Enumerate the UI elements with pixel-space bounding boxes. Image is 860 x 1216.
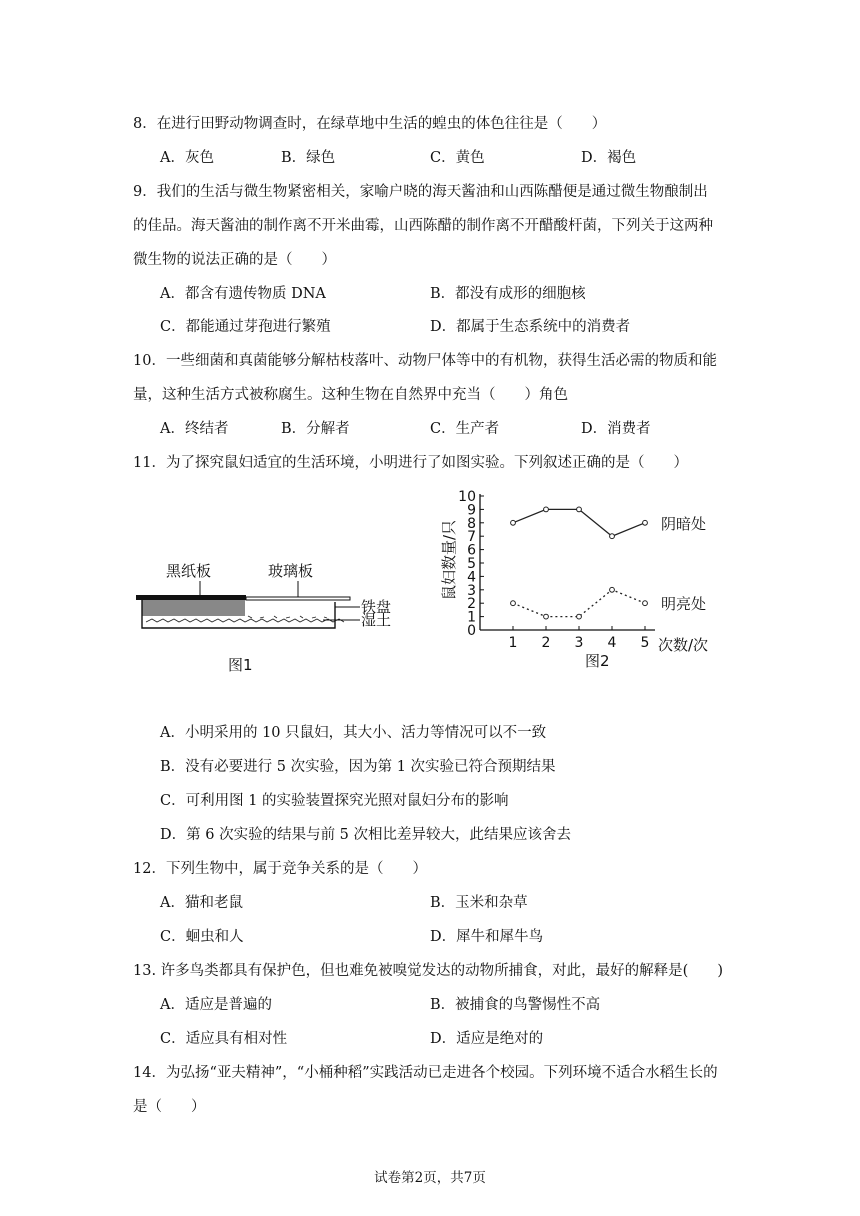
chart-data-point: [511, 520, 516, 525]
q8-option-d: D．褐色: [581, 150, 637, 166]
chart-y-tick-label: 0: [467, 623, 476, 639]
chart-data-point: [610, 587, 615, 592]
q10-stem-line-1: 10．一些细菌和真菌能够分解枯枝落叶、动物尸体等中的有机物，获得生活必需的物质和能: [133, 353, 717, 369]
q9-option-d: D．都属于生态系统中的消费者: [430, 319, 631, 335]
chart-x-tick-label: 3: [574, 635, 584, 651]
fig1-wet-soil: [146, 616, 344, 622]
chart-y-axis-label: 鼠妇数量/只: [440, 519, 458, 601]
chart-y-tick-label: 7: [467, 529, 476, 546]
q9-stem-line-1: 9．我们的生活与微生物紧密相关，家喻户晓的海天酱油和山西陈醋便是通过微生物酿制出: [133, 184, 708, 200]
fig1-label-glass-board: 玻璃板: [268, 562, 314, 580]
chart-y-tick-label: 4: [467, 569, 476, 586]
q12-option-d: D．犀牛和犀牛鸟: [430, 929, 544, 945]
q14-stem-line-1: 14．为弘扬“亚夫精神”，“小桶种稻”实践活动已走进各个校园。下列环境不适合水稻生长的: [133, 1065, 718, 1081]
chart-caption: 图2: [585, 652, 610, 670]
chart-y-tick-label: 10: [458, 489, 476, 505]
q9-option-a: A．都含有遗传物质 DNA: [160, 286, 326, 302]
q8-option-c: C．黄色: [430, 150, 485, 166]
fig1-caption: 图1: [228, 656, 253, 674]
q10-stem-line-2: 量，这种生活方式被称腐生。这种生物在自然界中充当（ ）角色: [133, 387, 568, 403]
q8-option-a: A．灰色: [160, 150, 214, 166]
q8-stem: 8．在进行田野动物调查时，在绿草地中生活的蝗虫的体色往往是（ ）: [133, 116, 607, 132]
chart-y-tick-label: 6: [467, 542, 476, 559]
page-footer: 试卷第2页，共7页: [374, 1170, 486, 1186]
q8-option-b: B．绿色: [281, 150, 336, 166]
q10-option-a: A．终结者: [160, 421, 229, 437]
q9-stem-line-2: 的佳品。海天酱油的制作离不开米曲霉，山西陈醋的制作离不开醋酸杆菌，下列关于这两种: [133, 218, 713, 234]
chart-series-label: 明亮处: [661, 595, 707, 614]
chart-series-line-2: [513, 590, 645, 617]
q13-option-a: A．适应是普遍的: [160, 997, 272, 1013]
q12-option-c: C．蛔虫和人: [160, 929, 244, 945]
chart-x-axis-label: 次数/次: [658, 636, 709, 654]
chart-data-point: [643, 601, 648, 606]
chart-y-tick-label: 3: [467, 582, 476, 599]
chart-data-point: [643, 520, 648, 525]
fig1-label-black-board: 黑纸板: [166, 562, 212, 580]
chart-y-tick-label: 1: [467, 609, 476, 626]
q12-option-a: A．猫和老鼠: [160, 895, 243, 911]
chart-x-tick-label: 1: [508, 635, 518, 651]
fig1-label-wet-soil: 湿土: [361, 611, 392, 629]
chart-y-tick-label: 2: [467, 596, 476, 613]
fig1-glass-board: [246, 597, 350, 600]
chart-data-point: [544, 507, 549, 512]
chart-series-label: 阴暗处: [661, 514, 707, 533]
figure-2-chart: [430, 480, 730, 680]
fig1-label-iron-tray: 铁盘: [361, 598, 392, 616]
q10-option-c: C．生产者: [430, 421, 500, 437]
q12-option-b: B．玉米和杂草: [430, 895, 528, 911]
chart-x-tick-label: 2: [541, 635, 551, 651]
q13-option-b: B．被捕食的鸟警惕性不高: [430, 997, 601, 1013]
fig1-black-board: [136, 595, 246, 600]
q10-option-d: D．消费者: [581, 421, 651, 437]
chart-series-line-1: [513, 509, 645, 536]
q9-option-b: B．都没有成形的细胞核: [430, 286, 586, 302]
chart-y-tick-label: 9: [467, 502, 476, 519]
q11-option-c: C．可利用图 1 的实验装置探究光照对鼠妇分布的影响: [160, 793, 509, 809]
q11-stem: 11．为了探究鼠妇适宜的生活环境，小明进行了如图实验。下列叙述正确的是（ ）: [133, 455, 688, 471]
chart-data-point: [577, 507, 582, 512]
q11-option-a: A．小明采用的 10 只鼠妇，其大小、活力等情况可以不一致: [160, 725, 547, 741]
chart-x-tick-label: 4: [607, 635, 617, 651]
chart-y-tick-label: 8: [467, 515, 476, 532]
q9-stem-line-3: 微生物的说法正确的是（ ）: [133, 252, 336, 268]
chart-x-tick-label: 5: [640, 635, 650, 651]
q13-option-c: C．适应具有相对性: [160, 1031, 288, 1047]
chart-data-point: [511, 601, 516, 606]
q9-option-c: C．都能通过芽孢进行繁殖: [160, 319, 331, 335]
chart-data-point: [610, 534, 615, 539]
figure-1-apparatus: [128, 552, 392, 682]
q12-stem: 12．下列生物中，属于竞争关系的是（ ）: [133, 861, 427, 877]
q13-stem: 13. 许多鸟类都具有保护色，但也难免被嗅觉发达的动物所捕食，对此，最好的解释是( ): [133, 963, 723, 979]
q10-option-b: B．分解者: [281, 421, 350, 437]
chart-y-tick-label: 5: [467, 556, 476, 572]
fig1-dark-region: [142, 600, 245, 616]
q11-option-d: D．第 6 次实验的结果与前 5 次相比差异较大，此结果应该舍去: [160, 827, 572, 843]
chart-data-point: [577, 614, 582, 619]
q11-option-b: B．没有必要进行 5 次实验，因为第 1 次实验已符合预期结果: [160, 759, 556, 775]
chart-data-point: [544, 614, 549, 619]
q13-option-d: D．适应是绝对的: [430, 1031, 544, 1047]
q14-stem-line-2: 是（ ）: [133, 1099, 206, 1115]
